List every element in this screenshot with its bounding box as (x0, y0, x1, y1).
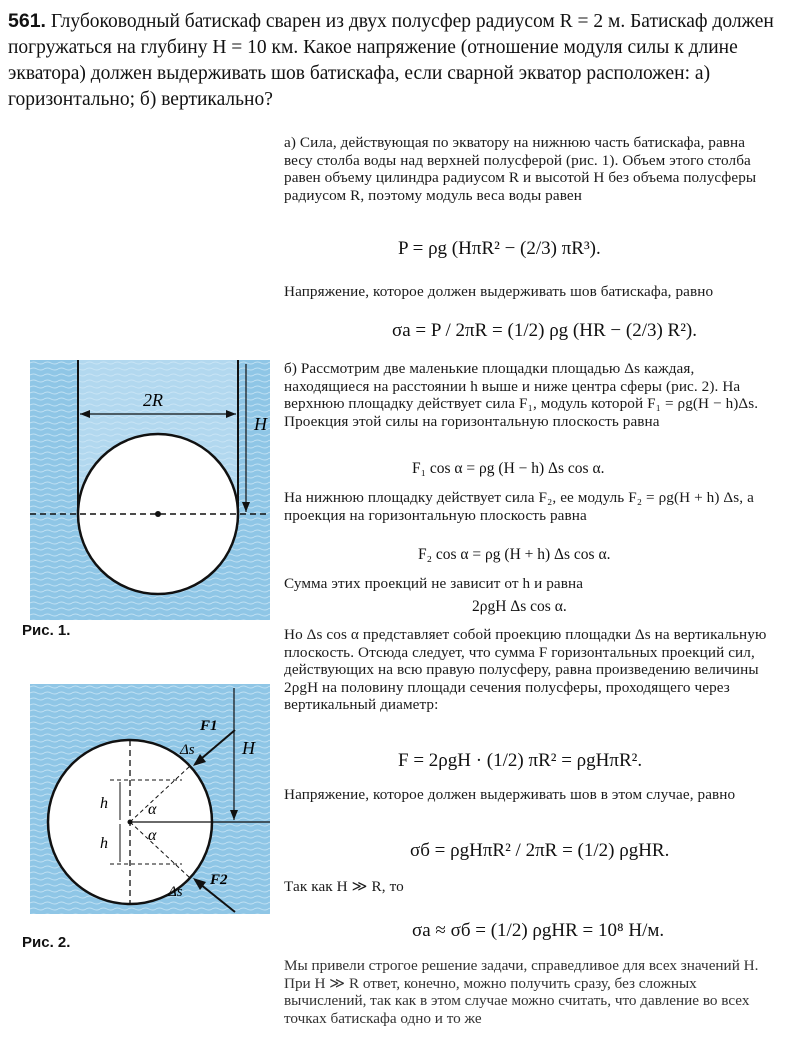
label-H-fig2: H (242, 738, 255, 758)
label-ds-upper: Δs (180, 742, 195, 758)
center-2 (128, 820, 133, 825)
label-alpha-lower: α (148, 827, 157, 844)
since-text: Так как H ≫ R, то (284, 878, 404, 895)
label-H-fig1: H (254, 414, 267, 434)
label-alpha-upper: α (148, 801, 157, 818)
formula-sigma-b: σб = ρgHπR² / 2πR = (1/2) ρgHR. (410, 840, 670, 861)
formula-F2: F₂ cos α = ρg (H + h) Δs cos α. (418, 546, 611, 563)
problem-text: Глубоководный батискаф сварен из двух полусфер радиусом R = 2 м. Батискаф должен погружаться на глубину H = 10 км. Какое напряжение (отношение модуля силы к длине экватора) должен выдерживать шов батискафа, если сварной экватор расположен: а) горизонтально; б) вертикально? (8, 11, 774, 110)
figure-1 (30, 360, 270, 620)
sum-text: Сумма этих проекций не зависит от h и равна (284, 575, 584, 592)
formula-sigma-a: σa = P / 2πR = (1/2) ρg (HR − (2/3) R²). (392, 320, 697, 341)
fig2-caption: Рис. 2. (22, 934, 71, 951)
problem-statement (8, 8, 796, 113)
formula-sum: 2ρgH Δs cos α. (472, 598, 567, 615)
stress-intro-a: Напряжение, которое должен выдерживать шов батискафа, равно (284, 283, 714, 300)
formula-F1: F₁ cos α = ρg (H − h) Δs cos α. (412, 460, 605, 477)
formula-P: P = ρg (HπR² − (2/3) πR³). (398, 238, 601, 259)
problem-number: 561. (8, 10, 46, 32)
solution-part-b-2: На нижнюю площадку действует сила F₂, ее модуль F₂ = ρg(H + h) Δs, а проекция на горизонтальную плоскость равна (284, 489, 754, 524)
label-F1: F1 (200, 718, 218, 734)
solution-part-a: а) Сила, действующая по экватору на нижнюю часть батискафа, равна весу столба воды над верхней полусферой (рис. 1). Объем этого столба равен объему цилиндра радиусом R и высотой H без объема полусферы радиусом R, поэтому модуль веса воды равен (284, 134, 757, 204)
fig1-caption: Рис. 1. (22, 622, 71, 639)
label-h-lower: h (100, 835, 108, 852)
closing-remark: Мы привели строгое решение задачи, справедливое для всех значений H. При H ≫ R ответ, конечно, можно получить сразу, без сложных вычислений, так как в этом случае можно считать, что давление во всех точках батискафа одно и то же (284, 957, 759, 1027)
stress-intro-b: Напряжение, которое должен выдерживать шов в этом случае, равно (284, 786, 736, 803)
label-2R: 2R (143, 390, 163, 410)
solution-part-b-3: Но Δs cos α представляет собой проекцию площадки Δs на вертикальную плоскость. Отсюда следует, что сумма F горизонтальных проекций сил, действующих на всю правую полусферу, равна произведению величины 2ρgH на половину площади сечения полусферы, проходящего через вертикальный диаметр: (284, 626, 767, 714)
sphere-center (155, 511, 161, 517)
formula-F: F = 2ρgH · (1/2) πR² = ρgHπR². (398, 750, 643, 771)
figure-2 (30, 684, 270, 914)
solution-part-b-1: б) Рассмотрим две маленькие площадки площадью Δs каждая, находящиеся на расстоянии h выше и ниже центра сферы (рис. 2). На верхнюю площадку действует сила F₁, модуль которой F₁ = ρg(H − h)Δs. Проекция этой силы на горизонтальную плоскость равна (284, 360, 759, 430)
formula-final: σа ≈ σб = (1/2) ρgHR = 10⁸ Н/м. (412, 920, 665, 941)
label-h-upper: h (100, 795, 108, 812)
label-ds-lower: Δs (168, 884, 183, 900)
label-F2: F2 (210, 872, 228, 888)
